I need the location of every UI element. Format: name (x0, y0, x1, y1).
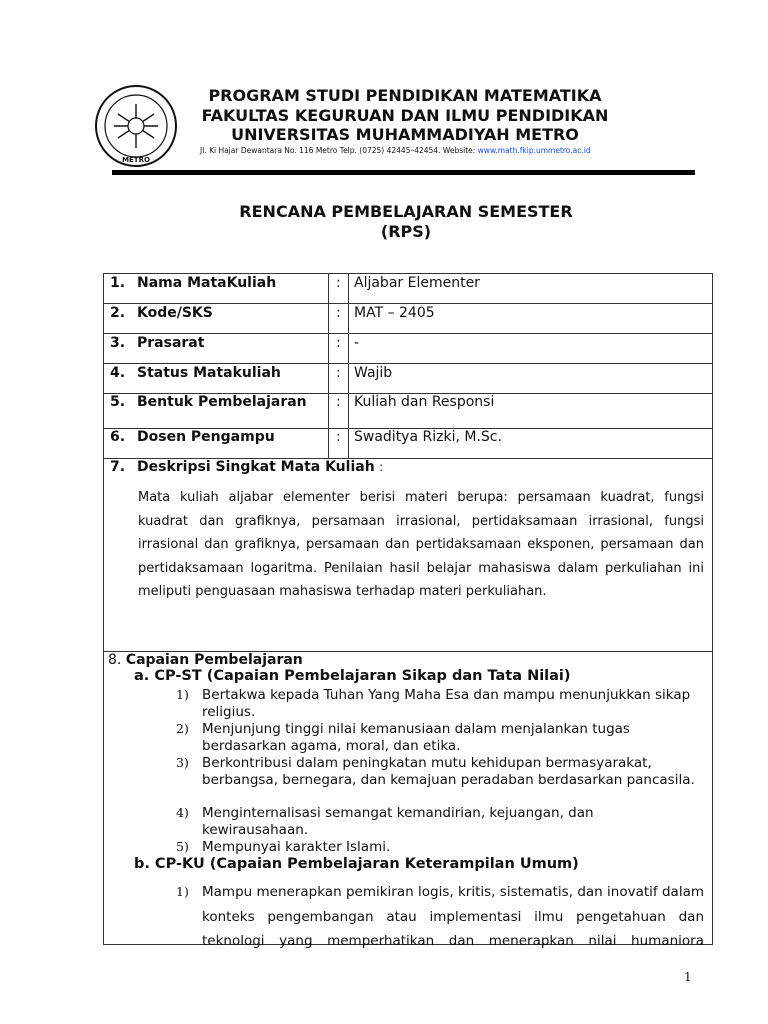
description-label: Deskripsi Singkat Mata Kuliah (137, 459, 375, 475)
website-link[interactable]: www.math.fkip.ummetro.ac.id (477, 146, 591, 155)
list-item: 4) Menginternalisasi semangat kemandirian, kejuangan, dan kewirausahaan. (176, 805, 594, 838)
svg-text:METRO: METRO (122, 156, 150, 164)
row-value: Swaditya Rizki, M.Sc. (354, 429, 502, 445)
description-section: 7. Deskripsi Singkat Mata Kuliah : Mata kuliah aljabar elementer berisi materi berupa: persamaan kuadrat, fungsi kuadrat dan grafiknya, persamaan irrasional, pertidaksamaan irrasional, fungsi irrasional dan grafiknya, persamaan dan pertidaksamaan eksponen, persamaan dan pertidaksamaan logaritma. Penilaian hasil belajar mahasiswa dalam perkuliahan ini meliputi penguasaan mahasiswa terhadap materi perkuliahan. (104, 459, 712, 652)
cp-st-heading: a. CP-ST (Capaian Pembelajaran Sikap dan Tata Nilai) (134, 668, 571, 684)
header-address: Jl. Ki Hajar Dewantara No. 116 Metro Telp. (0725) 42445–42454. Website: www.math.fkip.ummetro.ac.id (200, 146, 591, 155)
row-label: Kode/SKS (137, 305, 213, 321)
learning-outcomes-section: 8. Capaian Pembelajaran a. CP-ST (Capaian Pembelajaran Sikap dan Tata Nilai) 1) Bertakwa kepada Tuhan Yang Maha Esa dan mampu menunjukkan sikap religius. 2) Menjunjung tinggi nilai kemanusiaan dalam menjalankan tugas berdasarkan agama, moral, dan etika. 3) Berkontribusi dalam peningkatan mutu kehidupan bermasyarakat, berbangsa, bernegara, dan kemajuan peradaban berdasarkan pancasila. 4) Menginternalisasi semangat kemandirian, kejuangan, dan kewirausahaan. 5) Mempunyai karakter Islami. b. CP-KU (Capaian Pembelajaran Keterampilan Umum) 1) Mampu menerapkan pemikiran logis, kritis, sistematis, dan inovatif dalam konteks pengembangan atau implementasi ilmu pengetahuan dan teknologi yang memperhatikan dan menerapkan nilai humaniora (104, 652, 712, 944)
row-value: - (354, 335, 360, 351)
row-value: MAT – 2405 (354, 305, 435, 321)
header-program: PROGRAM STUDI PENDIDIKAN MATEMATIKA (208, 86, 602, 105)
description-text: Mata kuliah aljabar elementer berisi materi berupa: persamaan kuadrat, fungsi kuadrat dan grafiknya, persamaan irrasional, pertidaksamaan irrasional, fungsi irrasional dan grafiknya, persamaan dan pertidaksamaan eksponen, persamaan dan pertidaksamaan logaritma. Penilaian hasil belajar mahasiswa dalam perkuliahan ini meliputi penguasaan mahasiswa terhadap materi perkuliahan. (138, 490, 704, 600)
header-faculty: FAKULTAS KEGURUAN DAN ILMU PENDIDIKAN (201, 106, 609, 125)
table-row: 2. Kode/SKS : MAT – 2405 (104, 304, 712, 334)
row-label: Dosen Pengampu (137, 429, 275, 445)
cp-ku-heading: b. CP-KU (Capaian Pembelajaran Keterampilan Umum) (134, 856, 579, 872)
document-subtitle: (RPS) (380, 222, 432, 241)
row-value: Wajib (354, 365, 393, 381)
row-label: Bentuk Pembelajaran (137, 394, 307, 410)
list-item: 3) Berkontribusi dalam peningkatan mutu kehidupan bermasyarakat, berbangsa, bernegara, dan kemajuan peradaban berdasarkan pancasila. (176, 755, 695, 788)
row-label: Nama MataKuliah (137, 275, 277, 291)
list-item: 1) Mampu menerapkan pemikiran logis, kritis, sistematis, dan inovatif dalam konteks pengembangan atau implementasi ilmu pengetahuan dan teknologi yang memperhatikan dan menerapkan nilai humaniora (176, 884, 704, 949)
table-row: 1. Nama MataKuliah : Aljabar Elementer (104, 274, 712, 304)
document-title: RENCANA PEMBELAJARAN SEMESTER (239, 202, 573, 221)
row-value: Aljabar Elementer (354, 275, 480, 291)
table-row: 3. Prasarat : - (104, 334, 712, 364)
list-item: 2) Menjunjung tinggi nilai kemanusiaan dalam menjalankan tugas berdasarkan agama, moral, dan etika. (176, 721, 630, 754)
header-university: UNIVERSITAS MUHAMMADIYAH METRO (231, 125, 579, 144)
table-row: 5. Bentuk Pembelajaran : Kuliah dan Responsi (104, 394, 712, 429)
row-label: Prasarat (137, 335, 205, 351)
page-number: 1 (684, 970, 692, 984)
header-divider (112, 170, 695, 175)
row-label: Status Matakuliah (137, 365, 281, 381)
outcomes-label: Capaian Pembelajaran (125, 652, 303, 668)
list-item: 1) Bertakwa kepada Tuhan Yang Maha Esa dan mampu menunjukkan sikap religius. (176, 687, 691, 720)
row-value: Kuliah dan Responsi (354, 394, 495, 410)
list-item: 5) Mempunyai karakter Islami. (176, 839, 391, 855)
table-row: 6. Dosen Pengampu : Swaditya Rizki, M.Sc. (104, 429, 712, 459)
rps-table (103, 273, 713, 949)
table-row: 4. Status Matakuliah : Wajib (104, 364, 712, 394)
